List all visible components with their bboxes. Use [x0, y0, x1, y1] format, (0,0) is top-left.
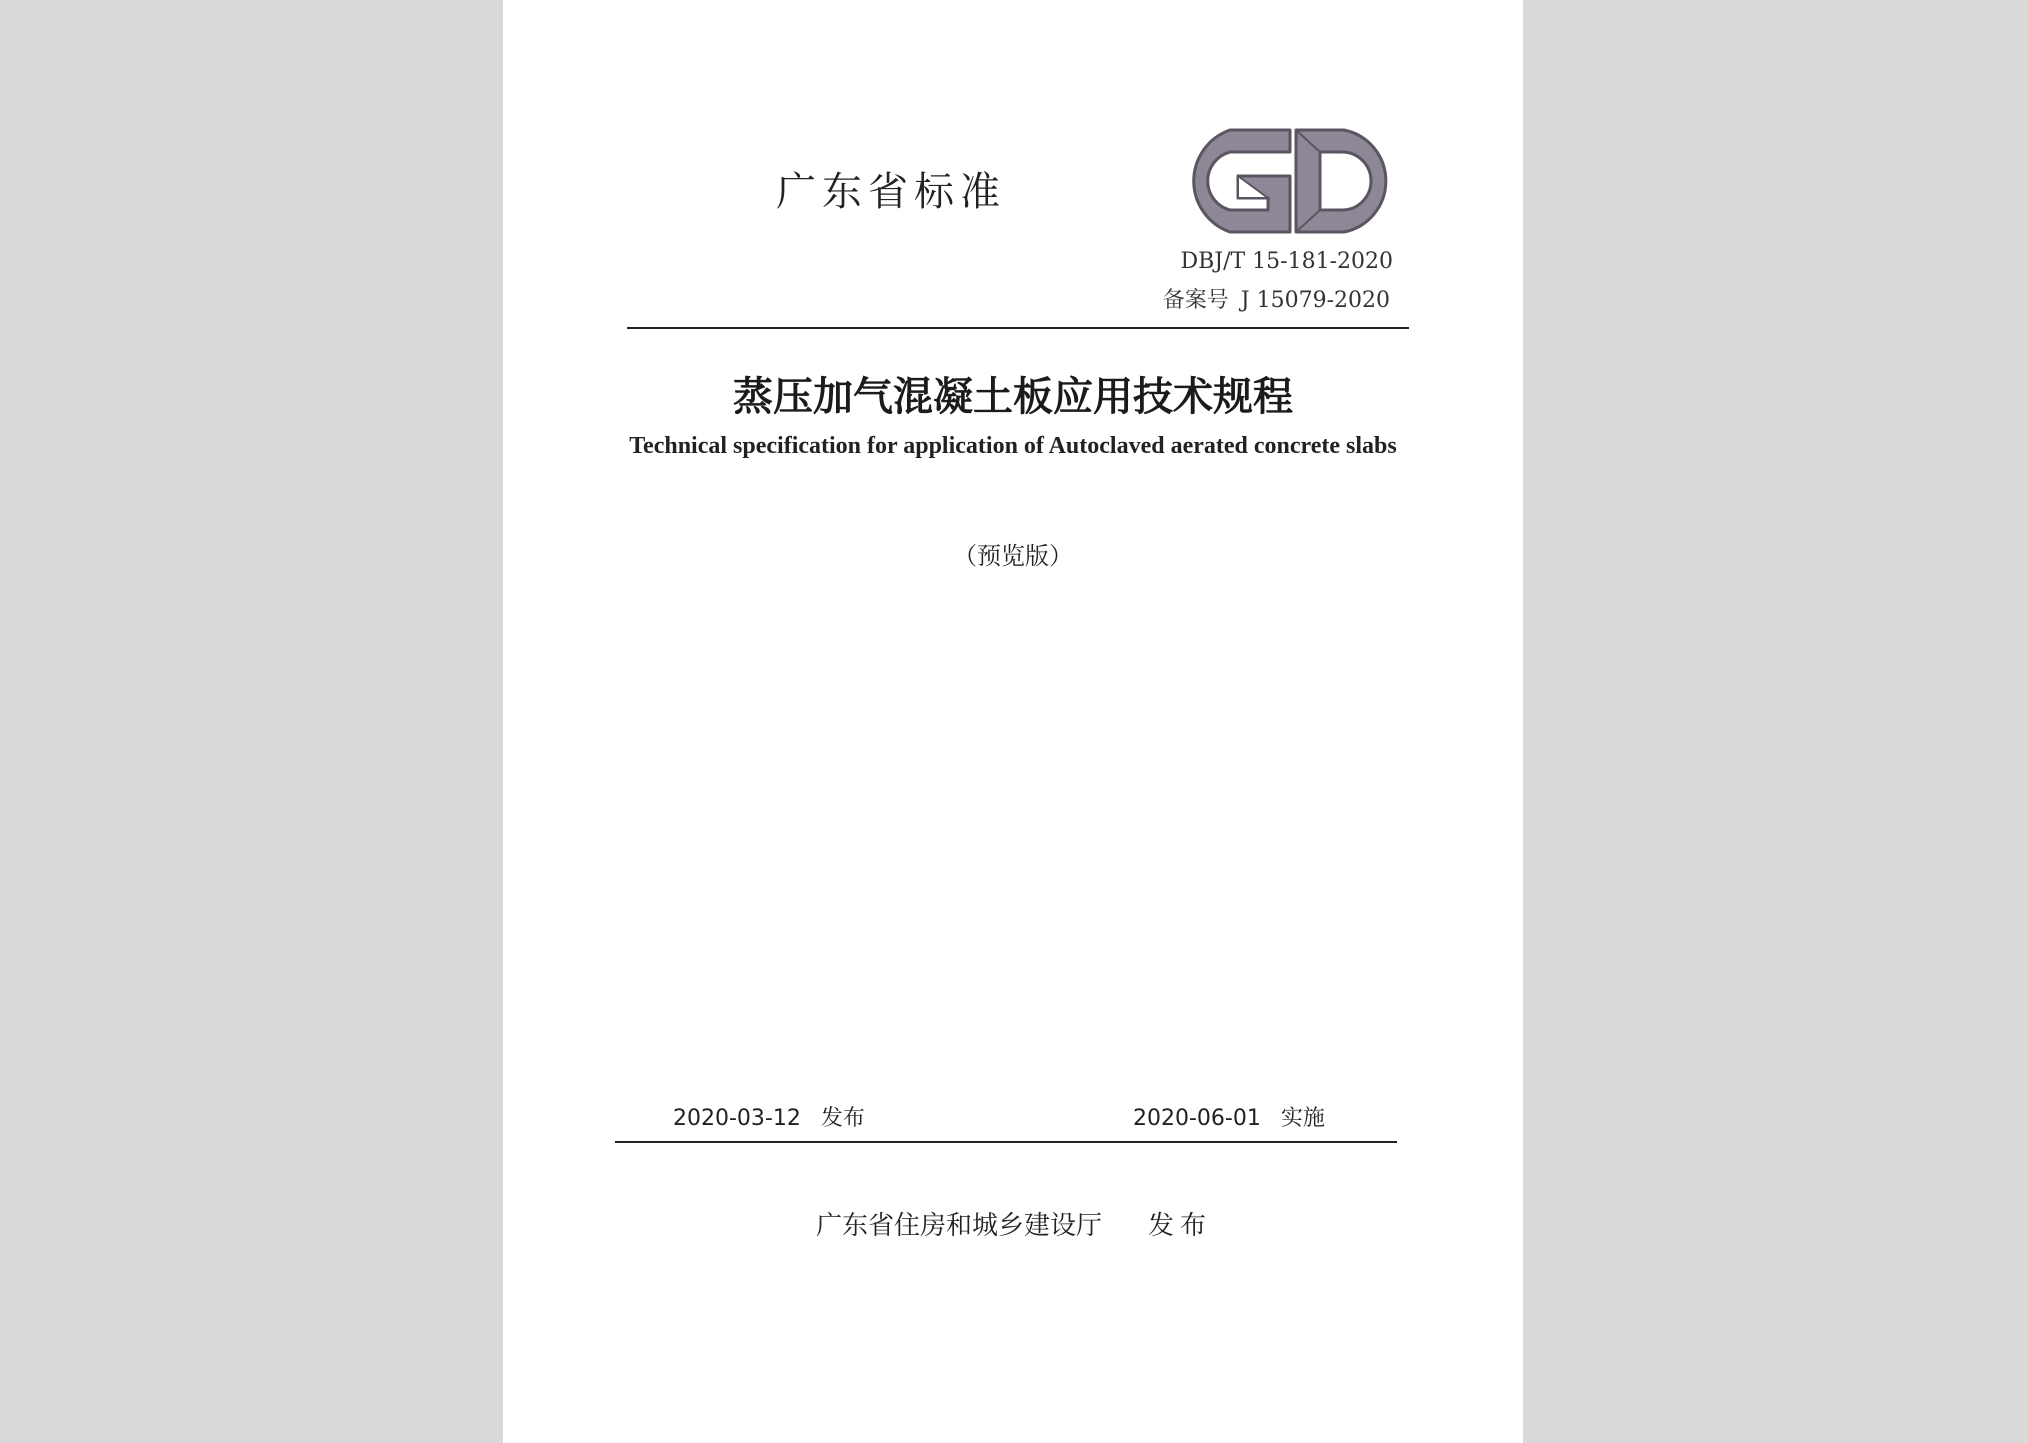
- issue-word: 发布: [820, 1106, 865, 1131]
- header-divider: [627, 327, 1409, 329]
- standard-type-heading: 广东省标准: [776, 169, 1006, 215]
- gd-logo: [1168, 124, 1404, 236]
- implement-word: 实施: [1280, 1106, 1325, 1131]
- publisher-name: 广东省住房和城乡建设厅: [816, 1211, 1103, 1241]
- edition-label: （预览版）: [953, 542, 1073, 570]
- issue-date: 2020-03-12: [673, 1106, 801, 1131]
- standard-number: DBJ/T 15-181-2020: [1180, 249, 1393, 274]
- title-english: Technical specification for application of Autoclaved aerated concrete slabs: [629, 433, 1397, 459]
- title-chinese: 蒸压加气混凝土板应用技术规程: [733, 373, 1293, 420]
- filing-number: J 15079-2020: [1240, 288, 1390, 313]
- filing-number-line: [1163, 283, 1390, 314]
- publish-word: 发布: [1148, 1211, 1213, 1241]
- implement-date-line: [1133, 1101, 1325, 1132]
- footer-divider: [615, 1141, 1397, 1143]
- issue-date-line: [673, 1101, 865, 1132]
- filing-label: 备案号: [1162, 288, 1229, 313]
- document-page: [503, 0, 1523, 1443]
- implement-date: 2020-06-01: [1133, 1106, 1261, 1131]
- publisher-line: [816, 1205, 1212, 1242]
